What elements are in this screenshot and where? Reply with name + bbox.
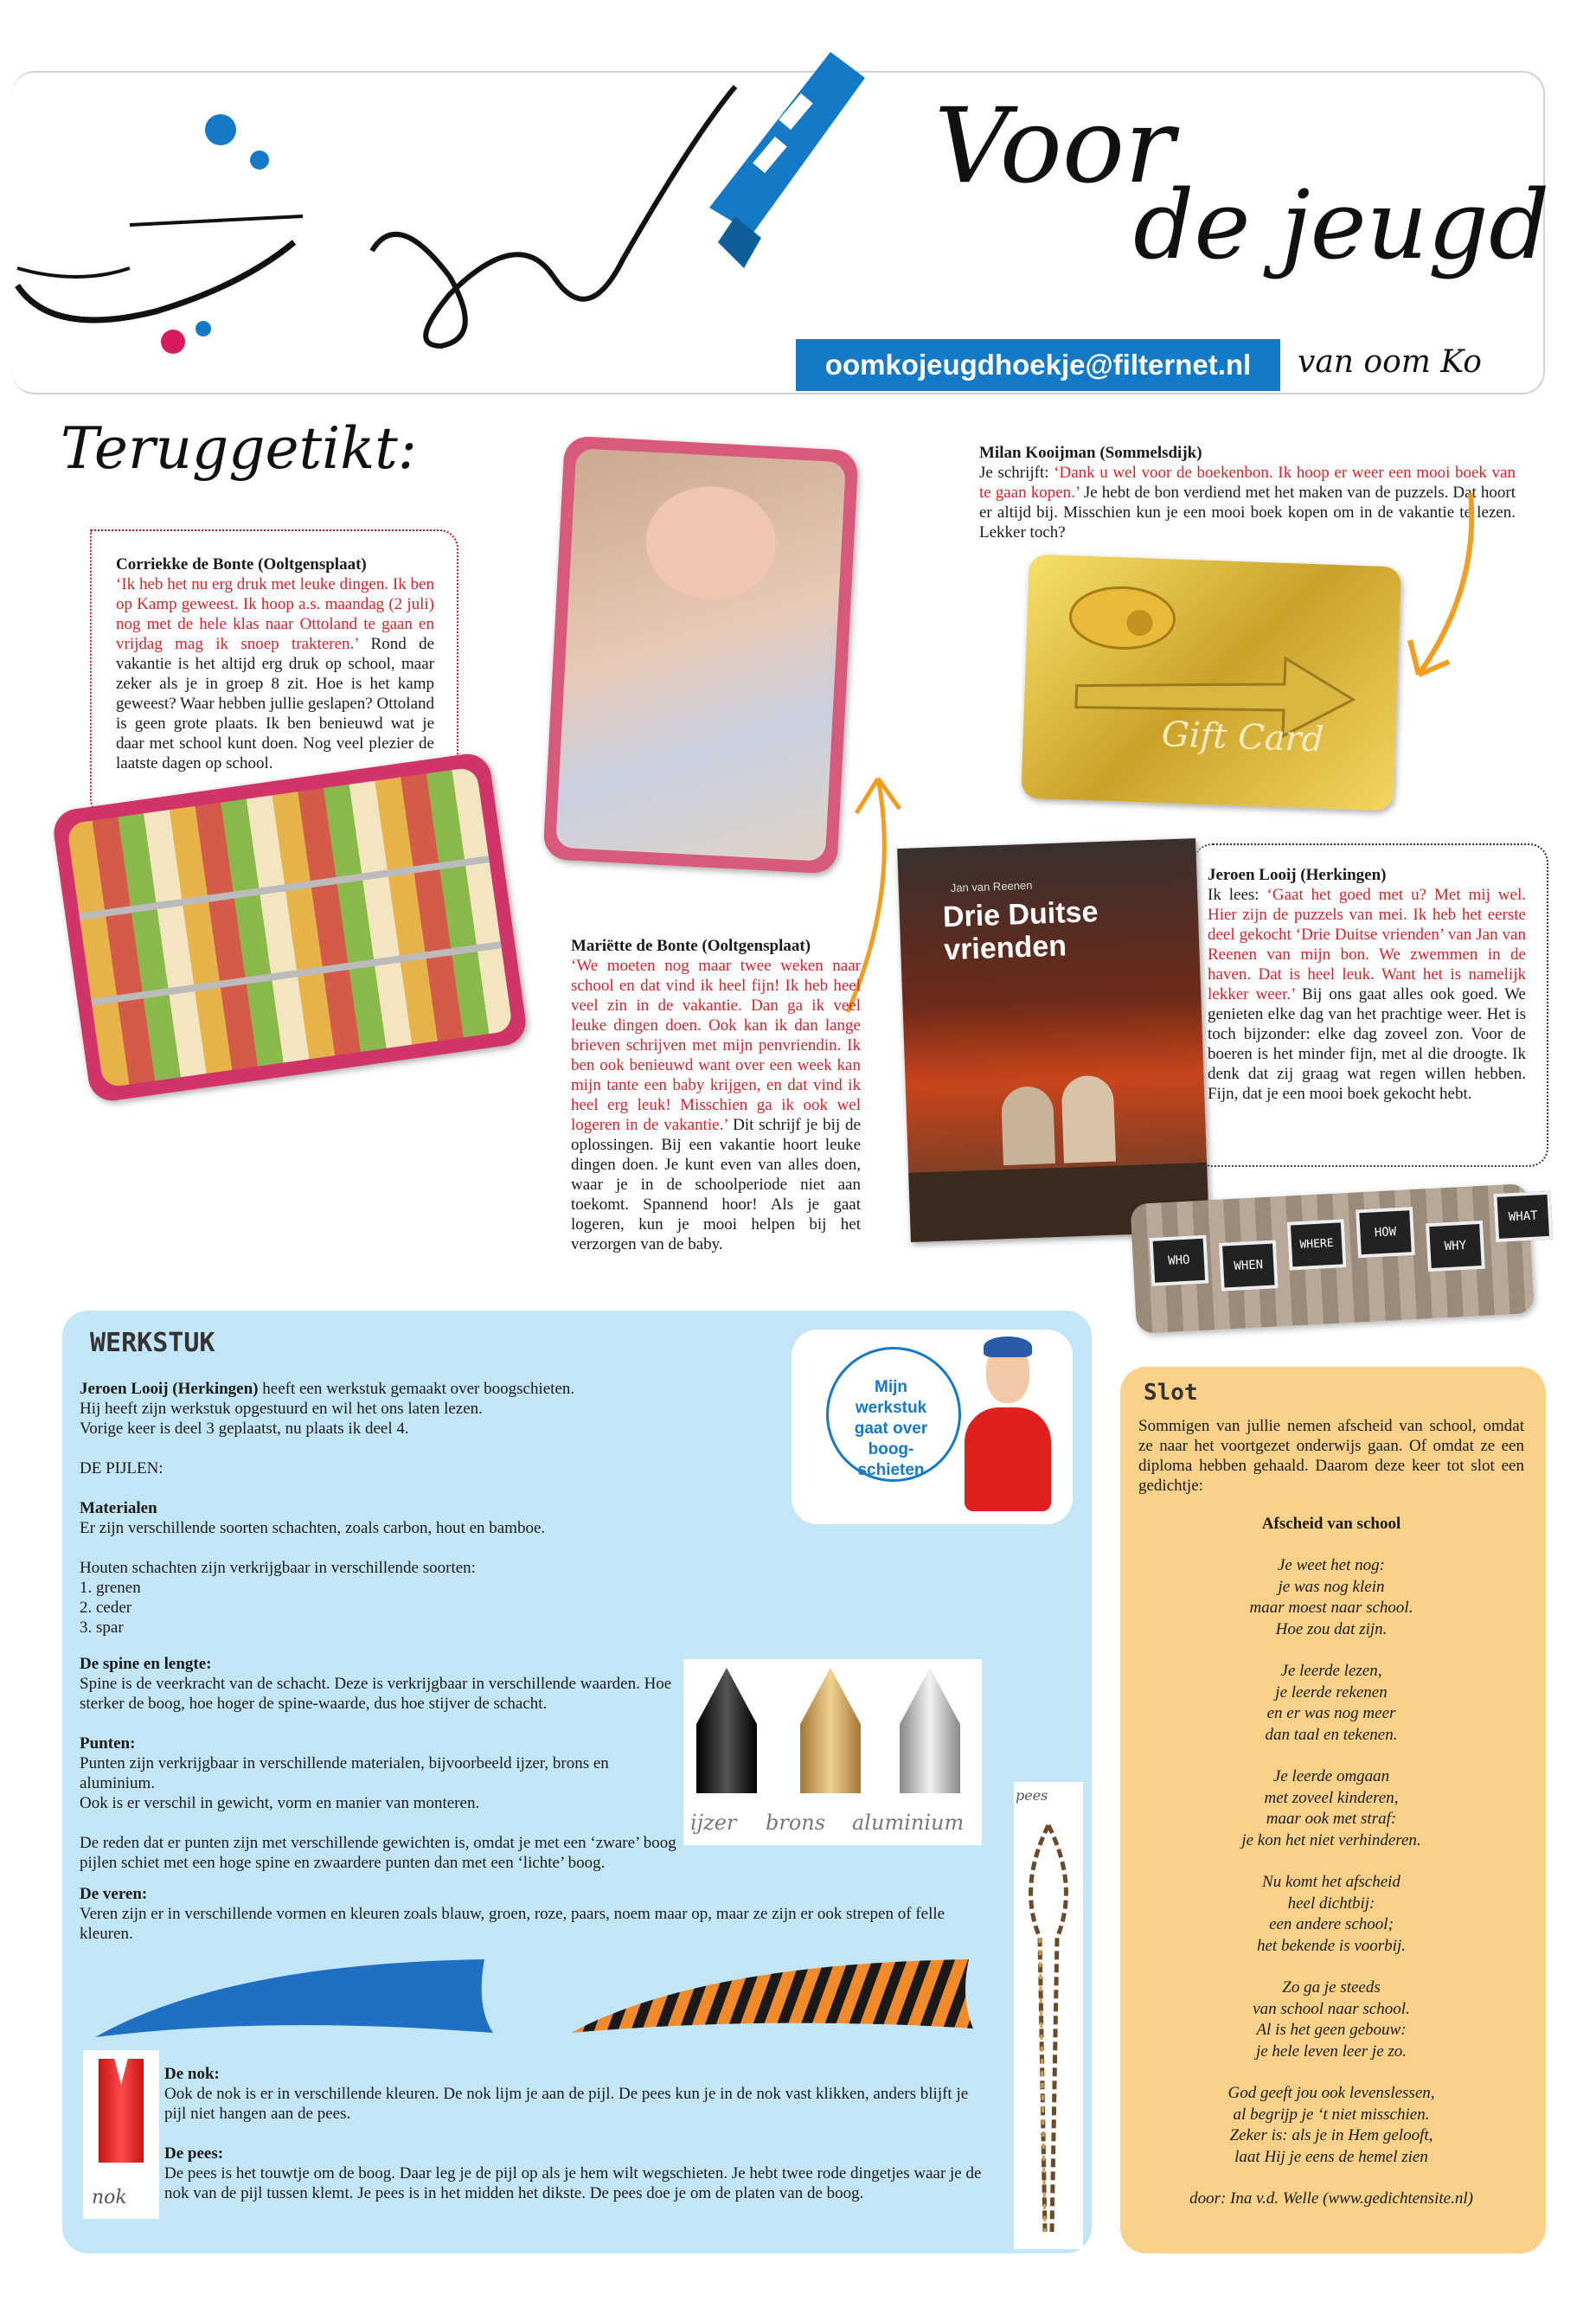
poem	[1138, 1514, 1524, 2210]
werkstuk-title: WERKSTUK	[90, 1328, 215, 1358]
tip-label: aluminium	[852, 1811, 965, 1835]
poem-line: van school naar school.	[1253, 1999, 1410, 2018]
letter-reply: Rond de vakantie is het altijd erg druk op school, maar zeker als je in groep 8 zit. Hoe is het kamp geweest? Waar hebben jullie geslapen? Ottoland is geen grote plaats. Ik ben benieuwd wat je daar met school kunt doen. Nog veel plezier de laatste dagen op school.	[116, 635, 434, 772]
poem-line: je hele leven leer je zo.	[1255, 2041, 1407, 2061]
poem-stanza	[1138, 1766, 1524, 1851]
tip-label: ijzer	[690, 1811, 737, 1835]
poem-line: je was nog klein	[1278, 1577, 1385, 1596]
poem-line: heel dichtbij:	[1287, 1894, 1375, 1913]
letter-intro: Ik lees:	[1208, 886, 1267, 904]
poem-line: Al is het geen gebouw:	[1256, 2021, 1407, 2039]
poem-line: Zeker is: als je in Hem gelooft,	[1229, 2126, 1433, 2144]
nok-image	[83, 2050, 159, 2219]
question-words-image	[1130, 1183, 1539, 1334]
book-cover	[897, 838, 1209, 1242]
heading-pees: De pees:	[164, 2144, 224, 2163]
poem-line: Je weet het nog:	[1278, 1556, 1385, 1574]
question-word: WHAT	[1493, 1191, 1553, 1242]
poem-line: Nu komt het afscheid	[1262, 1873, 1401, 1891]
bowstring-image	[1014, 1782, 1083, 2249]
heading-nok: De nok:	[164, 2065, 220, 2083]
text-punten: Punten zijn verkrijgbaar in verschillende materialen, bijvoorbeeld ijzer, brons en aluminium.	[80, 1754, 609, 1792]
poem-stanza	[1138, 1977, 1524, 2062]
poem-line: een andere school;	[1269, 1915, 1394, 1933]
question-word: WHEN	[1219, 1240, 1279, 1291]
feathers-image	[95, 1955, 986, 2050]
poem-line: Zo ga je steeds	[1282, 1978, 1381, 1997]
werkstuk-author: Jeroen Looij (Herkingen)	[80, 1380, 259, 1398]
poem-line: Je leerde omgaan	[1272, 1767, 1390, 1785]
letter-name: Milan Kooijman (Sommelsdijk)	[979, 444, 1202, 462]
gift-card-text: Gift Card	[1161, 715, 1325, 760]
poem-title: Afscheid van school	[1261, 1515, 1401, 1533]
byline: van oom Ko	[1298, 344, 1482, 380]
question-word: WHERE	[1287, 1219, 1347, 1270]
nok-label: nok	[92, 2187, 127, 2208]
poem-line: laat Hij je eens de hemel zien	[1234, 2147, 1428, 2166]
book-title-2: vrienden	[943, 929, 1067, 967]
letter-reply: Je hebt de bon verdiend met het maken van de puzzels. Dat hoort er altijd bij. Misschien kun je een mooi boek kopen om in de vakantie te lezen. Lekker toch?	[979, 484, 1516, 542]
text-spine: Spine is de veerkracht van de schacht. Deze is verkrijgbaar in verschillende waarden. Hoe sterker de boog, hoe hoger de spine-waarde, dus hoe stijver de schacht.	[80, 1675, 672, 1713]
werkstuk-pijlen: DE PIJLEN:	[80, 1459, 163, 1477]
letter-name: Mariëtte de Bonte (Ooltgensplaat)	[571, 937, 811, 955]
poem-line: God geeft jou ook levenslessen,	[1227, 2084, 1435, 2102]
heading-spine: De spine en lengte:	[80, 1655, 212, 1673]
werkstuk-intro-text: heeft een werkstuk gemaakt over boogschieten.	[258, 1380, 575, 1398]
gift-card-image	[1021, 554, 1401, 811]
letter-jeroen	[1208, 865, 1526, 1104]
baby-photo	[542, 435, 858, 874]
werkstuk-veren	[80, 1884, 979, 1944]
arrow-decoration	[1401, 484, 1488, 727]
text-materialen: Er zijn verschillende soorten schachten, zoals carbon, hout en bamboe.	[80, 1519, 546, 1537]
text-punten-2: Ook is er verschil in gewicht, vorm en manier van monteren.	[80, 1794, 480, 1812]
poem-line: met zoveel kinderen,	[1264, 1788, 1399, 1807]
poem-line: en er was nog meer	[1266, 1704, 1396, 1722]
section-title: Teruggetikt:	[61, 415, 417, 482]
werkstuk-intro	[80, 1379, 737, 1638]
pen-illustration	[0, 52, 865, 415]
title-line-2: de jeugd	[1133, 170, 1550, 280]
candy-photo	[51, 751, 529, 1104]
werkstuk-intro-3: Vorige keer is deel 3 geplaatst, nu plaats ik deel 4.	[80, 1420, 409, 1438]
poem-stanza	[1138, 1872, 1524, 1957]
question-word: HOW	[1356, 1207, 1415, 1258]
heading-materialen: Materialen	[80, 1499, 157, 1517]
poem-line: al begrijp je ‘t niet misschien.	[1233, 2105, 1430, 2124]
letter-name: Corriekke de Bonte (Ooltgensplaat)	[116, 555, 367, 574]
speech-bubble: Mijn werkstuk gaat over boog-schieten	[854, 1378, 928, 1479]
poem-credit: door: Ina v.d. Welle (www.gedichtensite.nl)	[1189, 2189, 1473, 2208]
poem-line: je leerde rekenen	[1275, 1682, 1388, 1702]
letter-quote: ‘Ik heb het nu erg druk met leuke dingen. Ik ben op Kamp geweest. Ik hoop a.s. maandag (2 juli) nog met de hele klas naar Ottoland te gaan en vrijdag mag ik snoep trakteren.’	[116, 575, 434, 653]
book-author: Jan van Reenen	[950, 878, 1033, 895]
poem-line: maar moest naar school.	[1249, 1599, 1413, 1617]
text-pees: De pees is het touwtje om de boog. Daar leg je de pijl op als je hem wilt wegschieten. Je hebt twee rode dingetjes waar je de nok van de pijl tussen klemt. Je pees is in het midden het dikste. De pees doe je om de platen van de boog.	[164, 2164, 982, 2202]
question-word: WHY	[1426, 1221, 1485, 1272]
title-line-1: Voor	[934, 87, 1175, 207]
werkstuk-nok-pees	[164, 2064, 982, 2203]
poem-stanza	[1138, 2083, 1524, 2168]
letter-quote: ‘We moeten nog maar twee weken naar school en dat vind ik heel fijn! Ik heb heel veel zin in de vakantie. Dan ga ik veel leuke dingen doen. Ook kan ik dan lange brieven schrijven met mijn penvriendin. Ik ben ook benieuwd want over een week kan mijn tante een baby krijgen, en dat vind ik heel erg leuk! Misschien ga ik ook wel logeren in de vakantie.’	[571, 957, 861, 1134]
poem-stanza	[1138, 1661, 1524, 1746]
letter-corriekke	[116, 554, 434, 773]
text-veren: Veren zijn er in verschillende vormen en kleuren zoals blauw, groen, roze, paars, noem maar op, maar ze zijn er ook strepen of felle kleuren.	[80, 1905, 945, 1943]
gift-card-arrow	[1021, 554, 1401, 811]
list-item: 3. spar	[80, 1618, 124, 1637]
list-item: 1. grenen	[80, 1579, 141, 1597]
poem-line: je kon het niet verhinderen.	[1241, 1830, 1421, 1849]
letter-quote: ‘Dank u wel voor de boekenbon. Ik hoop er weer een mooi boek van te gaan kopen.’	[979, 464, 1516, 502]
poem-line: het bekende is voorbij.	[1256, 1936, 1406, 1955]
letter-name: Jeroen Looij (Herkingen)	[1208, 866, 1387, 884]
slot-intro: Sommigen van jullie nemen afscheid van school, omdat ze naar het voortgezet onderwijs gaan. Of omdat ze een diploma hebben gehaald. Daarom deze keer tot slot een gedichtje:	[1138, 1417, 1524, 1495]
slot-title: Slot	[1144, 1380, 1198, 1406]
letter-reply: Bij ons gaat alles ook goed. We genieten elke dag van het prachtige weer. Het is toch bijzonder: elke dag zoveel zon. Voor de boeren is het minder fijn, met al die droogte. Ik denk dat zij graag wat regen willen hebben. Fijn, dat je een mooi boek gekocht hebt.	[1208, 985, 1526, 1103]
tip-label: brons	[766, 1811, 826, 1835]
poem-line: maar ook met straf:	[1266, 1810, 1397, 1828]
letter-mariette	[571, 936, 861, 1254]
letter-quote: ‘Gaat het goed met u? Met mij wel. Hier zijn de puzzels van mei. Ik heb het eerste deel gekocht ‘Drie Duitse vrienden’ van Jan van Reenen van mijn bon. We zwemmen in de haven. Dat is heel leuk. Want het is namelijk lekker weer.’	[1208, 886, 1526, 1003]
email-link[interactable]: oomkojeugdhoekje@filternet.nl	[796, 339, 1280, 391]
poem-line: Hoe zou dat zijn.	[1275, 1619, 1388, 1638]
heading-punten: Punten:	[80, 1734, 136, 1753]
pees-label: pees	[1016, 1787, 1048, 1804]
boy-illustration	[792, 1330, 1073, 1524]
werkstuk-spine-punten	[80, 1654, 685, 1873]
question-word: WHO	[1149, 1235, 1208, 1286]
text-nok: Ook de nok is er in verschillende kleuren. De nok lijm je aan de pijl. De pees kun je in de nok vast klikken, anders blijft je pijl niet hangen aan de pees.	[164, 2085, 969, 2123]
list-item: 2. ceder	[80, 1599, 132, 1617]
poem-stanza	[1138, 1555, 1524, 1640]
letter-intro: Je schrijft:	[979, 464, 1054, 482]
text-reden: De reden dat er punten zijn met verschillende gewichten is, omdat je met een ‘zware’ boog pijlen schiet met een hoge spine en zwaardere punten dan met een ‘lichte’ boog.	[80, 1834, 676, 1872]
text-houten: Houten schachten zijn verkrijgbaar in verschillende soorten:	[80, 1559, 476, 1577]
heading-veren: De veren:	[80, 1885, 148, 1903]
poem-line: dan taal en tekenen.	[1265, 1725, 1398, 1744]
werkstuk-intro-2: Hij heeft zijn werkstuk opgestuurd en wil het ons laten lezen.	[80, 1400, 483, 1418]
poem-line: Je leerde lezen,	[1280, 1662, 1382, 1680]
book-title-1: Drie Duitse	[942, 895, 1099, 934]
arrow-tips-image	[683, 1659, 982, 1845]
letter-reply: Dit schrijf je bij de oplossingen. Bij een vakantie hoort leuke dingen doen. Je kunt even van alles doen, waar je in de schoolperiode niet aan toekomt. Spannend hoor! Als je gaat logeren, kun je mooi helpen bij het verzorgen van de baby.	[571, 1116, 861, 1253]
